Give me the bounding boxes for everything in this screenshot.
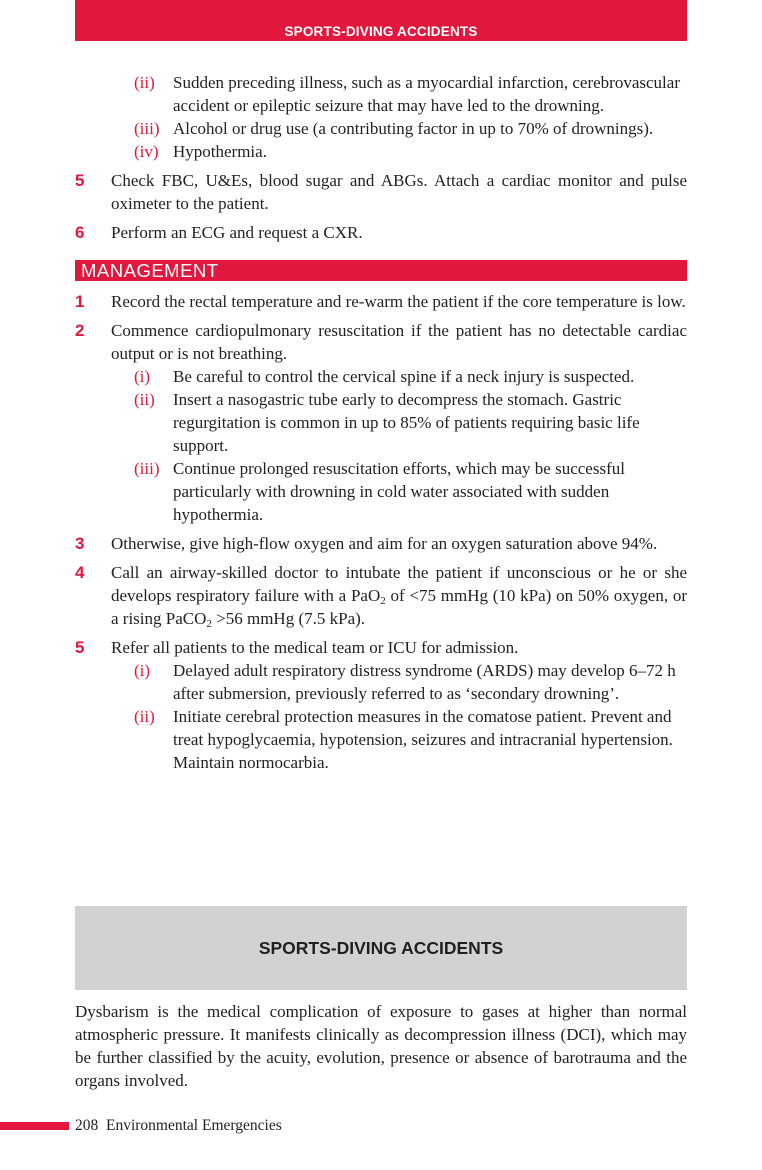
subscript: 2 — [206, 618, 212, 630]
list-item — [75, 561, 687, 630]
sub-item-number: (ii) — [134, 390, 155, 409]
text-part: of <75 mmHg (10 kPa) on 50% oxygen, or a rising PaCO — [111, 586, 687, 628]
management-heading: MANAGEMENT — [75, 260, 687, 281]
page-number: 208 — [75, 1117, 99, 1134]
sub-item-number: (iii) — [134, 119, 160, 138]
text-part: Call an airway-skilled doctor to intubate the patient if unconscious or he or she develops respiratory failure with a PaO — [111, 563, 687, 605]
sub-item — [75, 659, 687, 705]
running-header: SPORTS-DIVING ACCIDENTS — [75, 0, 687, 41]
section-paragraph: Dysbarism is the medical complication of exposure to gases at higher than normal atmospheric pressure. It manifests clinically as decompression illness (DCI), which may be further classified by the acuity, evolution, presence or absence of barotrauma and the organs involved. — [75, 1002, 687, 1090]
sub-item — [75, 140, 687, 163]
list-item — [75, 532, 687, 555]
sub-item-number: (iv) — [134, 142, 159, 161]
section-title: SPORTS-DIVING ACCIDENTS — [258, 937, 504, 958]
sub-item-text: Hypothermia. — [173, 142, 267, 161]
list-item — [75, 636, 687, 659]
chapter-title: Environmental Emergencies — [106, 1117, 282, 1134]
sub-item-number: (ii) — [134, 73, 155, 92]
sub-item-number: (i) — [134, 367, 151, 386]
list-item-number: 1 — [75, 292, 85, 311]
subscript: 2 — [380, 595, 386, 607]
sub-item — [75, 117, 687, 140]
page-footer — [75, 1116, 282, 1136]
sub-item-text: Be careful to control the cervical spine if a neck injury is suspected. — [173, 367, 635, 386]
sub-item — [75, 365, 687, 388]
list-item-number: 2 — [75, 321, 85, 340]
list-item-text: Otherwise, give high-flow oxygen and aim for an oxygen saturation above 94%. — [111, 534, 658, 553]
sub-item-number: (iii) — [134, 459, 160, 478]
sub-item-text: Continue prolonged resuscitation efforts, which may be successful particularly with drowning in cold water associated with sudden hypothermia. — [173, 459, 625, 524]
list-item-text: Refer all patients to the medical team or ICU for admission. — [111, 638, 519, 657]
list-item-number: 5 — [75, 638, 85, 657]
sub-item — [75, 388, 687, 457]
list-item-number: 5 — [75, 171, 85, 190]
list-item-text: Check FBC, U&Es, blood sugar and ABGs. Attach a cardiac monitor and pulse oximeter to the patient. — [111, 171, 687, 213]
list-item-text: Perform an ECG and request a CXR. — [111, 223, 363, 242]
text-part: >56 mmHg (7.5 kPa). — [211, 609, 366, 628]
list-item — [75, 319, 687, 365]
sub-item-text: Insert a nasogastric tube early to decompress the stomach. Gastric regurgitation is common in up to 85% of patients requiring basic life support. — [173, 390, 640, 455]
sub-item-number: (i) — [134, 661, 151, 680]
sub-item — [75, 457, 687, 526]
sub-item-text: Delayed adult respiratory distress syndrome (ARDS) may develop 6–72 h after submersion, previously referred to as ‘secondary drowning’. — [173, 661, 676, 703]
list-item-text: Commence cardiopulmonary resuscitation if the patient has no detectable cardiac output or is not breathing. — [111, 321, 687, 363]
sub-item-text: Initiate cerebral protection measures in the comatose patient. Prevent and treat hypoglycaemia, hypotension, seizures and intracranial hypertension. Maintain normocarbia. — [173, 707, 673, 772]
list-item — [75, 290, 687, 313]
sub-item — [75, 71, 687, 117]
section-title-box — [75, 906, 687, 990]
list-item-number: 4 — [75, 563, 85, 582]
footer-accent-bar — [0, 1122, 69, 1130]
list-item — [75, 221, 687, 244]
list-item-text: Record the rectal temperature and re-warm the patient if the core temperature is low. — [111, 292, 686, 311]
sub-item-number: (ii) — [134, 707, 155, 726]
list-item-number: 6 — [75, 223, 85, 242]
sub-item-text: Alcohol or drug use (a contributing factor in up to 70% of drownings). — [173, 119, 654, 138]
list-item — [75, 169, 687, 215]
page-content — [75, 71, 687, 774]
list-item-text — [111, 563, 687, 628]
sub-item — [75, 705, 687, 774]
sub-item-text: Sudden preceding illness, such as a myocardial infarction, cerebrovascular accident or epileptic seizure that may have led to the drowning. — [173, 73, 680, 115]
list-item-number: 3 — [75, 534, 85, 553]
